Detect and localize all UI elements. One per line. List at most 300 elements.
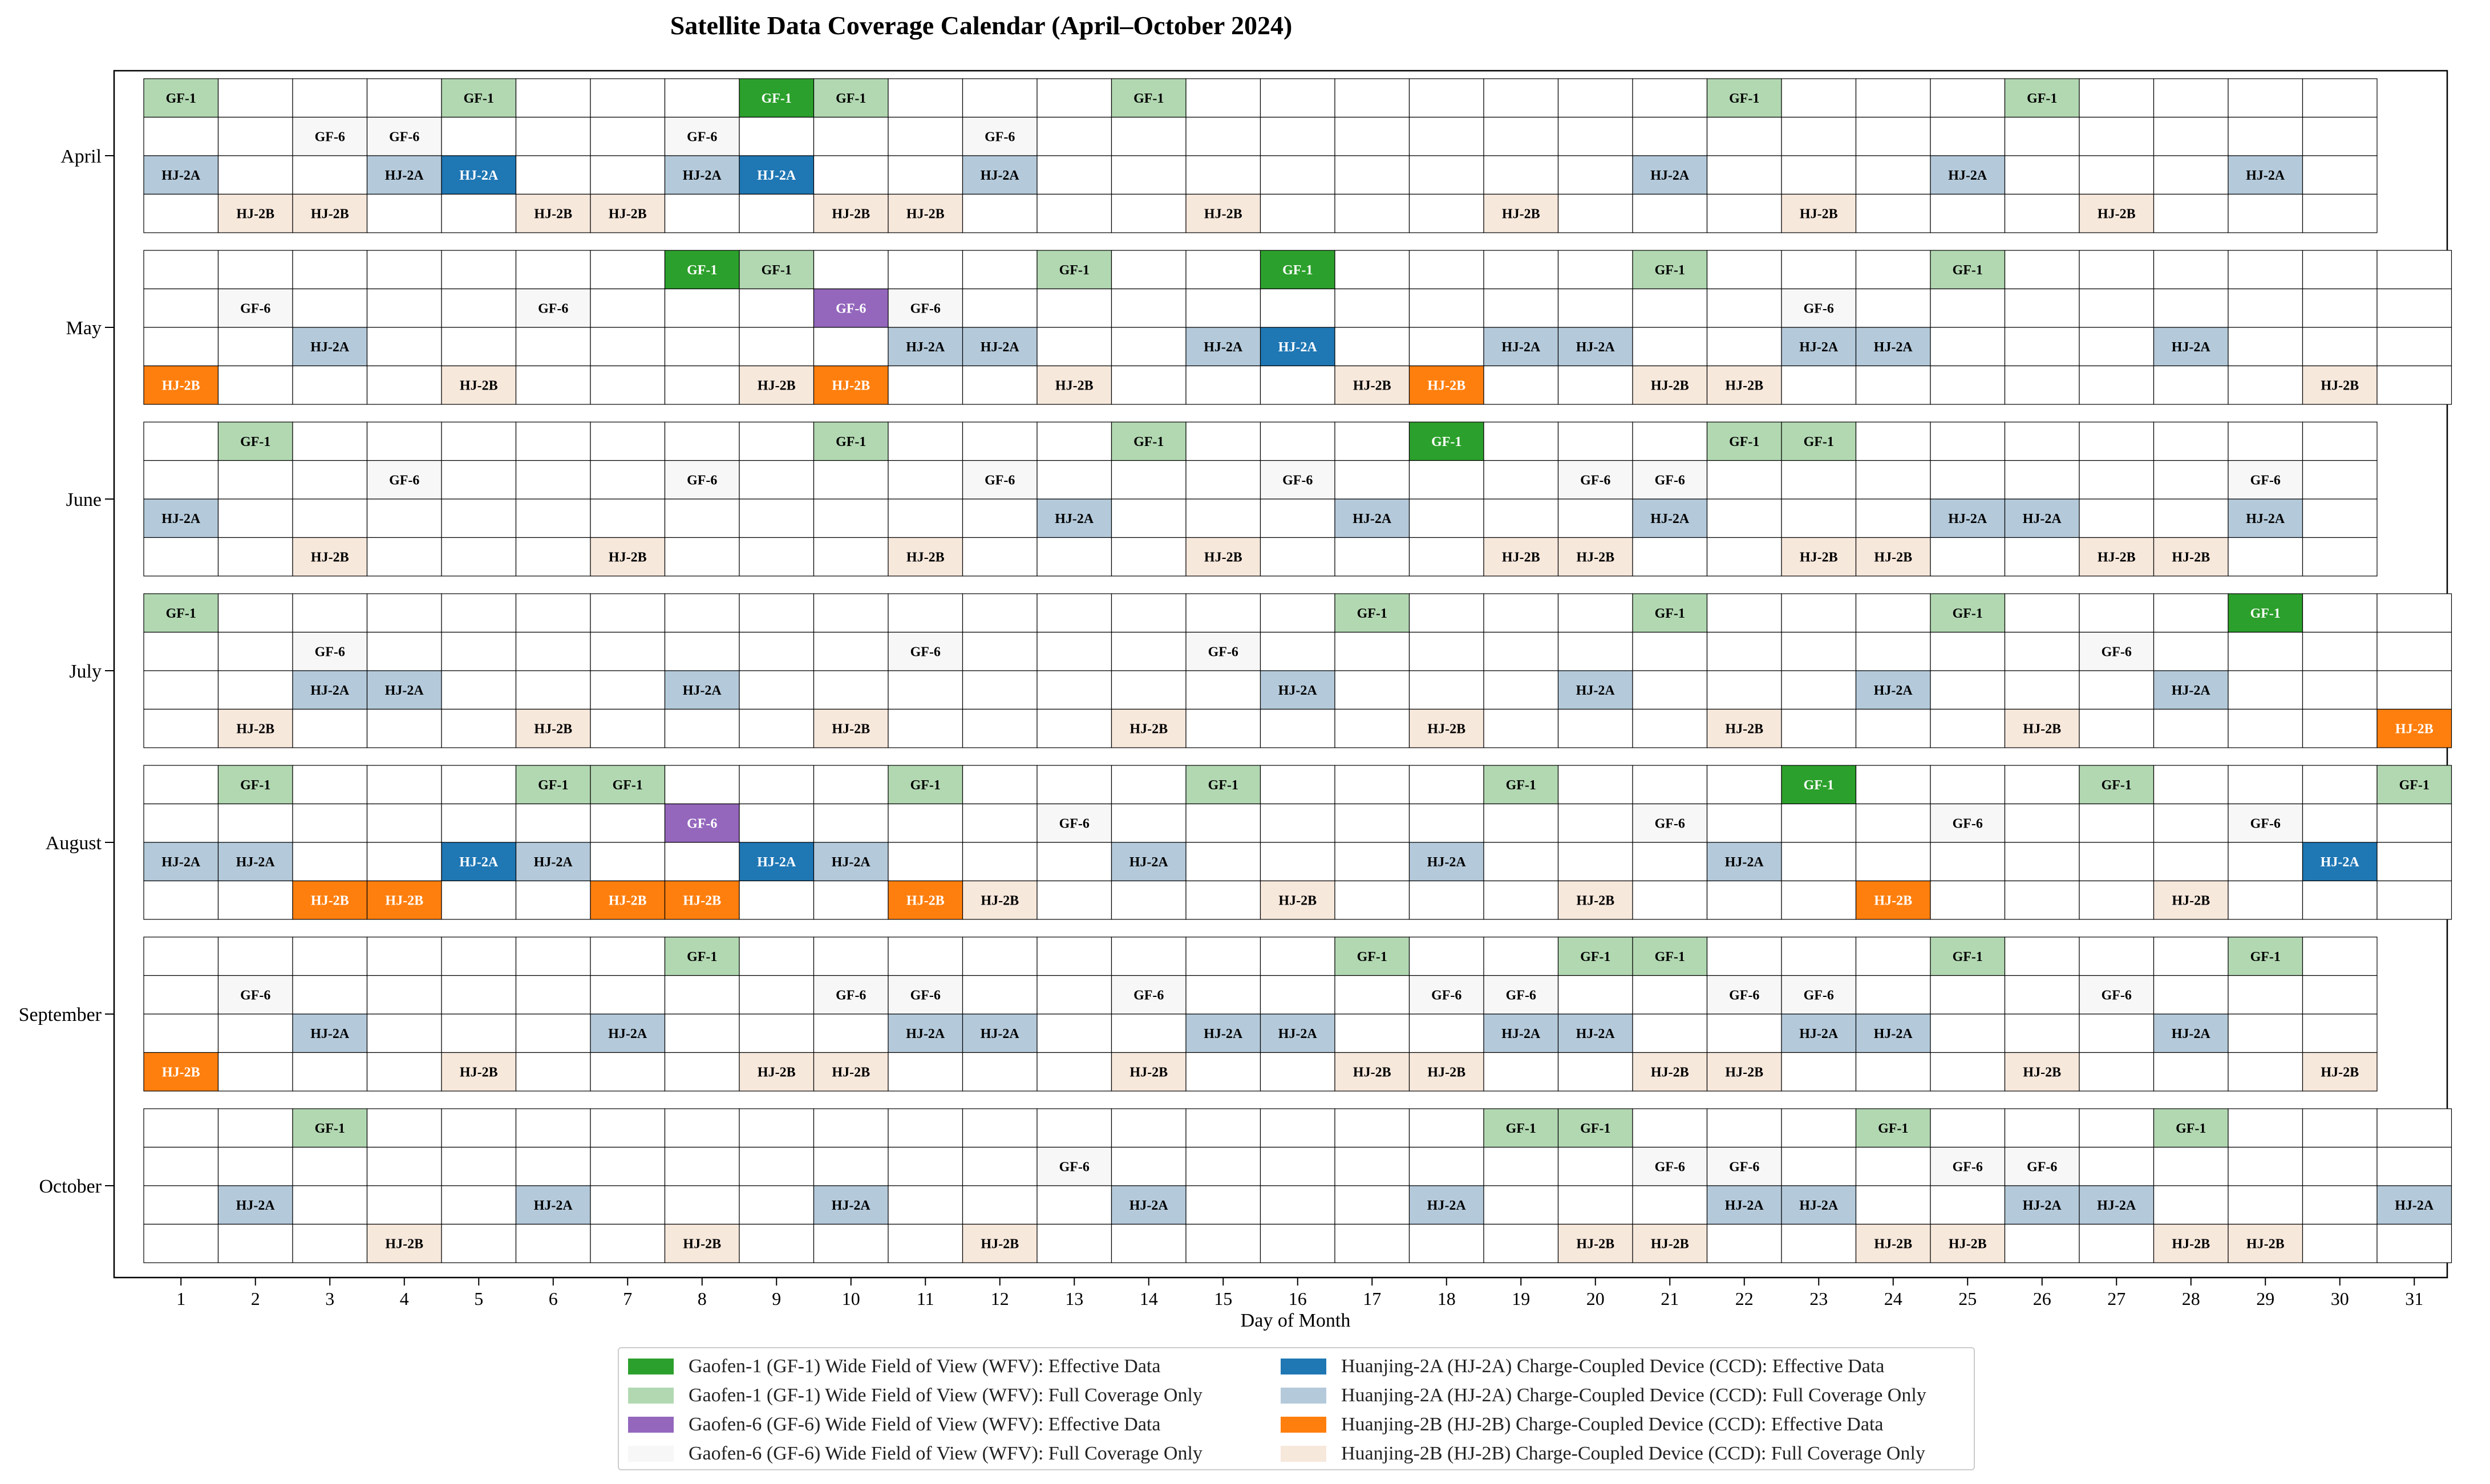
cell-august-gf-6-day-4	[367, 804, 442, 843]
cell-label-july-gf-1-day-1: GF-1	[165, 606, 196, 621]
cell-label-october-hj-2b-day-25: HJ-2B	[1948, 1236, 1987, 1252]
cell-october-gf-1-day-18	[1410, 1109, 1484, 1148]
cell-label-april-hj-2b-day-27: HJ-2B	[2097, 206, 2136, 222]
cell-june-hj-2a-day-3	[293, 499, 367, 538]
cell-september-hj-2a-day-1	[144, 1014, 218, 1053]
cell-july-gf-6-day-19	[1484, 632, 1558, 671]
cell-label-june-hj-2b-day-3: HJ-2B	[310, 550, 349, 565]
cell-april-gf-1-day-13	[1037, 79, 1112, 117]
cell-june-gf-6-day-17	[1335, 461, 1410, 500]
cell-may-hj-2a-day-1	[144, 327, 218, 366]
cell-september-gf-6-day-16	[1261, 976, 1335, 1015]
cell-label-august-hj-2a-day-5: HJ-2A	[459, 854, 499, 870]
cell-august-hj-2b-day-14	[1112, 881, 1187, 920]
cell-label-september-gf-6-day-10: GF-6	[836, 988, 867, 1003]
cell-may-hj-2a-day-9	[739, 327, 814, 366]
cell-august-gf-6-day-28	[2154, 804, 2229, 843]
cell-june-gf-6-day-26	[2005, 461, 2080, 500]
cell-label-april-gf-6-day-3: GF-6	[314, 129, 345, 145]
cell-june-hj-2a-day-30	[2303, 499, 2378, 538]
cell-may-gf-6-day-27	[2079, 289, 2154, 328]
cell-label-may-hj-2a-day-3: HJ-2A	[310, 339, 350, 355]
cell-label-april-hj-2b-day-7: HJ-2B	[608, 206, 647, 222]
cell-june-hj-2b-day-16	[1261, 538, 1335, 577]
cell-label-august-gf-6-day-8: GF-6	[687, 816, 718, 832]
cell-june-gf-1-day-24	[1856, 422, 1931, 461]
cell-september-hj-2a-day-10	[814, 1014, 889, 1053]
cell-label-october-hj-2b-day-24: HJ-2B	[1874, 1236, 1913, 1252]
cell-july-gf-6-day-5	[442, 632, 516, 671]
cell-october-gf-1-day-13	[1037, 1109, 1112, 1148]
cell-september-gf-1-day-24	[1856, 937, 1931, 976]
cell-august-gf-1-day-28	[2154, 765, 2229, 804]
cell-september-gf-6-day-30	[2303, 976, 2378, 1015]
cell-july-gf-6-day-22	[1707, 632, 1782, 671]
cell-label-june-hj-2b-day-7: HJ-2B	[608, 550, 647, 565]
cell-october-gf-1-day-2	[218, 1109, 293, 1148]
cell-september-hj-2a-day-9	[739, 1014, 814, 1053]
cell-may-hj-2b-day-23	[1782, 366, 1856, 405]
cell-july-hj-2b-day-15	[1186, 709, 1261, 748]
cell-july-gf-1-day-8	[665, 594, 740, 632]
cell-may-gf-1-day-2	[218, 250, 293, 289]
cell-label-june-gf-1-day-2: GF-1	[240, 434, 271, 449]
x-axis-label: Day of Month	[1240, 1310, 1351, 1331]
cell-april-hj-2a-day-30	[2303, 156, 2378, 194]
cell-may-gf-1-day-20	[1558, 250, 1633, 289]
cell-september-gf-1-day-30	[2303, 937, 2378, 976]
legend-item-7	[1281, 1413, 1884, 1436]
cell-label-september-hj-2a-day-23: HJ-2A	[1799, 1026, 1839, 1041]
x-tick-label-28: 28	[2181, 1288, 2200, 1309]
cell-august-hj-2b-day-17	[1335, 881, 1410, 920]
x-tick-label-31: 31	[2405, 1288, 2424, 1309]
cell-july-hj-2b-day-12	[963, 709, 1038, 748]
cell-july-hj-2b-day-8	[665, 709, 740, 748]
cell-september-gf-1-day-4	[367, 937, 442, 976]
cell-label-june-hj-2a-day-26: HJ-2A	[2022, 511, 2062, 526]
cell-september-hj-2b-day-29	[2228, 1053, 2303, 1092]
x-axis-ticks	[176, 1278, 2423, 1309]
cell-label-june-hj-2b-day-24: HJ-2B	[1874, 550, 1913, 565]
cell-august-hj-2a-day-24	[1856, 842, 1931, 881]
cell-label-august-gf-1-day-31: GF-1	[2399, 777, 2430, 793]
cell-june-hj-2b-day-4	[367, 538, 442, 577]
cell-june-hj-2b-day-10	[814, 538, 889, 577]
cell-label-may-hj-2b-day-10: HJ-2B	[832, 378, 871, 394]
cell-october-hj-2b-day-2	[218, 1224, 293, 1263]
cell-august-hj-2b-day-10	[814, 881, 889, 920]
cell-july-gf-6-day-18	[1410, 632, 1484, 671]
cell-label-june-gf-6-day-21: GF-6	[1654, 473, 1685, 488]
cell-june-gf-1-day-16	[1261, 422, 1335, 461]
cell-april-hj-2a-day-6	[516, 156, 591, 194]
cell-october-gf-1-day-23	[1782, 1109, 1856, 1148]
cell-june-hj-2a-day-20	[1558, 499, 1633, 538]
cell-april-gf-1-day-7	[590, 79, 665, 117]
cell-august-gf-1-day-26	[2005, 765, 2080, 804]
cell-label-may-gf-1-day-25: GF-1	[1952, 262, 1983, 278]
cell-july-hj-2b-day-21	[1633, 709, 1707, 748]
cell-label-may-hj-2b-day-21: HJ-2B	[1650, 378, 1689, 394]
cell-label-july-hj-2a-day-3: HJ-2A	[310, 683, 350, 698]
cell-june-hj-2a-day-28	[2154, 499, 2229, 538]
cell-may-gf-6-day-16	[1261, 289, 1335, 328]
cell-april-gf-6-day-20	[1558, 117, 1633, 156]
cell-april-gf-6-day-11	[888, 117, 963, 156]
cell-april-gf-6-day-28	[2154, 117, 2229, 156]
cell-april-hj-2b-day-20	[1558, 194, 1633, 233]
cell-june-hj-2a-day-12	[963, 499, 1038, 538]
cell-label-october-gf-6-day-22: GF-6	[1729, 1159, 1760, 1175]
cell-july-hj-2b-day-13	[1037, 709, 1112, 748]
cell-october-gf-1-day-11	[888, 1109, 963, 1148]
cell-october-gf-1-day-12	[963, 1109, 1038, 1148]
cell-june-gf-6-day-7	[590, 461, 665, 500]
cell-july-gf-1-day-12	[963, 594, 1038, 632]
cell-label-july-hj-2a-day-16: HJ-2A	[1278, 683, 1317, 698]
cell-label-september-gf-6-day-22: GF-6	[1729, 988, 1760, 1003]
cell-october-gf-6-day-28	[2154, 1148, 2229, 1186]
cell-august-gf-6-day-27	[2079, 804, 2154, 843]
cell-september-gf-1-day-16	[1261, 937, 1335, 976]
cell-july-gf-1-day-6	[516, 594, 591, 632]
cell-label-june-hj-2b-day-11: HJ-2B	[906, 550, 945, 565]
cell-august-hj-2b-day-15	[1186, 881, 1261, 920]
cell-label-august-hj-2b-day-20: HJ-2B	[1576, 893, 1615, 909]
cell-may-gf-6-day-1	[144, 289, 218, 328]
cell-october-gf-6-day-10	[814, 1148, 889, 1186]
cell-label-august-hj-2b-day-12: HJ-2B	[981, 893, 1019, 909]
cell-july-hj-2a-day-31	[2377, 671, 2452, 709]
cell-label-october-hj-2a-day-26: HJ-2A	[2022, 1198, 2062, 1213]
cell-may-hj-2b-day-20	[1558, 366, 1633, 405]
cell-june-gf-6-day-23	[1782, 461, 1856, 500]
cell-label-april-gf-1-day-5: GF-1	[463, 91, 494, 106]
cell-september-gf-6-day-17	[1335, 976, 1410, 1015]
cell-june-hj-2a-day-15	[1186, 499, 1261, 538]
cell-label-may-hj-2b-day-5: HJ-2B	[459, 378, 498, 394]
legend-item-8	[1281, 1442, 1925, 1465]
cell-august-gf-1-day-14	[1112, 765, 1187, 804]
cell-october-hj-2b-day-10	[814, 1224, 889, 1263]
cell-label-august-hj-2b-day-16: HJ-2B	[1278, 893, 1317, 909]
cell-label-september-hj-2b-day-21: HJ-2B	[1650, 1065, 1689, 1080]
cell-label-october-gf-6-day-21: GF-6	[1654, 1159, 1685, 1175]
cell-label-august-hj-2b-day-8: HJ-2B	[683, 893, 722, 909]
cell-may-gf-1-day-28	[2154, 250, 2229, 289]
cell-october-hj-2a-day-8	[665, 1186, 740, 1224]
cell-april-gf-1-day-6	[516, 79, 591, 117]
cell-may-hj-2a-day-30	[2303, 327, 2378, 366]
x-tick-label-20: 20	[1586, 1288, 1605, 1309]
cell-april-gf-6-day-7	[590, 117, 665, 156]
cell-label-may-hj-2b-day-30: HJ-2B	[2321, 378, 2359, 394]
cell-august-gf-1-day-9	[739, 765, 814, 804]
cell-october-gf-6-day-27	[2079, 1148, 2154, 1186]
cell-september-gf-1-day-22	[1707, 937, 1782, 976]
cell-label-october-gf-1-day-3: GF-1	[314, 1121, 345, 1136]
cell-april-gf-1-day-16	[1261, 79, 1335, 117]
cell-august-hj-2b-day-21	[1633, 881, 1707, 920]
cell-october-hj-2b-day-13	[1037, 1224, 1112, 1263]
cell-april-hj-2b-day-18	[1410, 194, 1484, 233]
legend-label-5: Huanjing-2A (HJ-2A) Charge-Coupled Device (CCD): Effective Data	[1341, 1356, 1885, 1377]
cell-october-gf-1-day-22	[1707, 1109, 1782, 1148]
cell-october-hj-2b-day-3	[293, 1224, 367, 1263]
cell-october-gf-1-day-27	[2079, 1109, 2154, 1148]
x-tick-label-18: 18	[1437, 1288, 1456, 1309]
cell-label-october-hj-2a-day-18: HJ-2A	[1427, 1198, 1466, 1213]
cell-may-gf-1-day-1	[144, 250, 218, 289]
legend-label-2: Gaofen-1 (GF-1) Wide Field of View (WFV): Full Coverage Only	[689, 1385, 1203, 1406]
cell-july-gf-1-day-5	[442, 594, 516, 632]
cell-september-hj-2b-day-13	[1037, 1053, 1112, 1092]
cell-september-gf-1-day-26	[2005, 937, 2080, 976]
cell-october-hj-2b-day-31	[2377, 1224, 2452, 1263]
cell-april-gf-1-day-25	[1930, 79, 2005, 117]
cell-july-hj-2b-day-30	[2303, 709, 2378, 748]
cell-label-july-gf-1-day-21: GF-1	[1654, 606, 1685, 621]
cell-may-hj-2a-day-2	[218, 327, 293, 366]
legend-item-6	[1281, 1384, 1926, 1407]
cell-october-gf-1-day-21	[1633, 1109, 1707, 1148]
cell-august-hj-2a-day-16	[1261, 842, 1335, 881]
cell-may-hj-2b-day-14	[1112, 366, 1187, 405]
cell-july-hj-2a-day-21	[1633, 671, 1707, 709]
cell-label-may-hj-2a-day-11: HJ-2A	[906, 339, 945, 355]
cell-october-gf-1-day-10	[814, 1109, 889, 1148]
cell-label-july-hj-2b-day-6: HJ-2B	[534, 721, 573, 737]
cell-april-gf-1-day-23	[1782, 79, 1856, 117]
cell-may-gf-6-day-29	[2228, 289, 2303, 328]
cell-july-hj-2b-day-20	[1558, 709, 1633, 748]
cell-label-may-hj-2a-day-15: HJ-2A	[1204, 339, 1243, 355]
cell-september-gf-6-day-20	[1558, 976, 1633, 1015]
cell-label-april-gf-6-day-8: GF-6	[687, 129, 718, 145]
cell-june-hj-2a-day-16	[1261, 499, 1335, 538]
cell-may-gf-1-day-19	[1484, 250, 1558, 289]
cell-label-july-hj-2a-day-4: HJ-2A	[384, 683, 424, 698]
cell-label-april-hj-2a-day-1: HJ-2A	[161, 168, 201, 183]
cell-april-hj-2a-day-17	[1335, 156, 1410, 194]
cell-label-july-gf-1-day-29: GF-1	[2250, 606, 2281, 621]
cell-september-hj-2a-day-14	[1112, 1014, 1187, 1053]
cell-october-gf-6-day-11	[888, 1148, 963, 1186]
cell-july-hj-2a-day-14	[1112, 671, 1187, 709]
cell-label-may-gf-1-day-8: GF-1	[687, 262, 718, 278]
cell-label-may-hj-2b-day-9: HJ-2B	[757, 378, 796, 394]
cell-august-gf-6-day-30	[2303, 804, 2378, 843]
cell-may-hj-2b-day-26	[2005, 366, 2080, 405]
cell-label-august-hj-2a-day-2: HJ-2A	[236, 854, 275, 870]
cell-june-hj-2a-day-23	[1782, 499, 1856, 538]
cell-label-september-gf-6-day-19: GF-6	[1505, 988, 1536, 1003]
cell-label-july-hj-2b-day-22: HJ-2B	[1725, 721, 1764, 737]
cell-august-gf-1-day-24	[1856, 765, 1931, 804]
cell-may-hj-2a-day-8	[665, 327, 740, 366]
cell-september-gf-6-day-12	[963, 976, 1038, 1015]
cell-august-hj-2a-day-11	[888, 842, 963, 881]
cell-label-august-hj-2b-day-4: HJ-2B	[385, 893, 424, 909]
cell-label-july-hj-2b-day-18: HJ-2B	[1427, 721, 1466, 737]
cell-july-gf-6-day-26	[2005, 632, 2080, 671]
x-tick-label-12: 12	[990, 1288, 1009, 1309]
x-tick-label-8: 8	[697, 1288, 707, 1309]
cell-label-april-gf-1-day-26: GF-1	[2027, 91, 2058, 106]
cell-june-hj-2b-day-1	[144, 538, 218, 577]
cell-april-gf-1-day-17	[1335, 79, 1410, 117]
x-tick-label-13: 13	[1065, 1288, 1084, 1309]
cell-august-gf-6-day-26	[2005, 804, 2080, 843]
cell-label-april-hj-2a-day-5: HJ-2A	[459, 168, 499, 183]
cell-label-may-hj-2a-day-23: HJ-2A	[1799, 339, 1839, 355]
cell-august-gf-6-day-7	[590, 804, 665, 843]
cell-september-gf-6-day-15	[1186, 976, 1261, 1015]
cell-april-hj-2b-day-12	[963, 194, 1038, 233]
cell-april-gf-1-day-15	[1186, 79, 1261, 117]
cell-october-gf-6-day-4	[367, 1148, 442, 1186]
cell-label-october-hj-2a-day-10: HJ-2A	[831, 1198, 871, 1213]
cell-label-june-hj-2b-day-15: HJ-2B	[1204, 550, 1242, 565]
cell-may-hj-2b-day-12	[963, 366, 1038, 405]
cell-october-hj-2a-day-1	[144, 1186, 218, 1224]
cell-may-gf-6-day-12	[963, 289, 1038, 328]
cell-october-hj-2a-day-19	[1484, 1186, 1558, 1224]
cell-may-gf-1-day-24	[1856, 250, 1931, 289]
cell-october-gf-6-day-18	[1410, 1148, 1484, 1186]
cell-september-hj-2a-day-27	[2079, 1014, 2154, 1053]
month-label-october: October	[39, 1176, 102, 1197]
cell-april-gf-6-day-26	[2005, 117, 2080, 156]
cell-july-gf-1-day-30	[2303, 594, 2378, 632]
cell-april-hj-2b-day-13	[1037, 194, 1112, 233]
legend-item-1	[628, 1355, 1160, 1378]
cell-august-hj-2b-day-5	[442, 881, 516, 920]
cell-october-hj-2b-day-27	[2079, 1224, 2154, 1263]
cell-april-gf-6-day-25	[1930, 117, 2005, 156]
legend-label-7: Huanjing-2B (HJ-2B) Charge-Coupled Device (CCD): Effective Data	[1341, 1414, 1884, 1435]
cell-july-hj-2a-day-26	[2005, 671, 2080, 709]
cell-july-gf-1-day-9	[739, 594, 814, 632]
cell-june-hj-2b-day-6	[516, 538, 591, 577]
cell-october-gf-6-day-24	[1856, 1148, 1931, 1186]
cell-august-gf-1-day-16	[1261, 765, 1335, 804]
cell-may-gf-1-day-6	[516, 250, 591, 289]
cell-october-gf-1-day-7	[590, 1109, 665, 1148]
cell-august-hj-2a-day-20	[1558, 842, 1633, 881]
cell-july-hj-2a-day-25	[1930, 671, 2005, 709]
cell-april-gf-1-day-30	[2303, 79, 2378, 117]
cell-july-hj-2b-day-4	[367, 709, 442, 748]
cell-april-gf-1-day-8	[665, 79, 740, 117]
cell-label-july-gf-6-day-27: GF-6	[2101, 644, 2132, 660]
cell-september-gf-1-day-18	[1410, 937, 1484, 976]
cell-label-september-hj-2b-day-22: HJ-2B	[1725, 1065, 1764, 1080]
cell-june-hj-2a-day-5	[442, 499, 516, 538]
cell-october-gf-6-day-15	[1186, 1148, 1261, 1186]
cell-september-gf-1-day-12	[963, 937, 1038, 976]
cell-may-hj-2b-day-6	[516, 366, 591, 405]
cell-april-gf-6-day-21	[1633, 117, 1707, 156]
cell-june-gf-6-day-13	[1037, 461, 1112, 500]
legend-swatch-6	[1281, 1388, 1326, 1404]
x-tick-label-26: 26	[2033, 1288, 2051, 1309]
cell-april-gf-6-day-30	[2303, 117, 2378, 156]
cell-label-july-hj-2a-day-28: HJ-2A	[2171, 683, 2210, 698]
cell-june-gf-1-day-28	[2154, 422, 2229, 461]
cell-june-gf-1-day-15	[1186, 422, 1261, 461]
cell-september-gf-1-day-9	[739, 937, 814, 976]
legend-label-3: Gaofen-6 (GF-6) Wide Field of View (WFV): Effective Data	[689, 1414, 1161, 1435]
cell-october-hj-2b-day-17	[1335, 1224, 1410, 1263]
cell-label-june-gf-1-day-14: GF-1	[1133, 434, 1164, 449]
cell-may-gf-1-day-26	[2005, 250, 2080, 289]
cell-may-hj-2a-day-22	[1707, 327, 1782, 366]
cell-july-gf-1-day-23	[1782, 594, 1856, 632]
month-label-july: July	[69, 661, 102, 682]
cell-april-gf-6-day-1	[144, 117, 218, 156]
cell-label-september-gf-6-day-23: GF-6	[1803, 988, 1834, 1003]
cell-september-hj-2a-day-13	[1037, 1014, 1112, 1053]
cell-july-hj-2b-day-28	[2154, 709, 2229, 748]
cell-june-hj-2b-day-12	[963, 538, 1038, 577]
cell-july-hj-2a-day-15	[1186, 671, 1261, 709]
cell-april-gf-1-day-2	[218, 79, 293, 117]
cell-july-hj-2a-day-11	[888, 671, 963, 709]
cell-october-gf-1-day-9	[739, 1109, 814, 1148]
chart-legend	[618, 1347, 1975, 1470]
cell-july-gf-1-day-3	[293, 594, 367, 632]
cell-label-june-hj-2a-day-21: HJ-2A	[1650, 511, 1690, 526]
cell-label-october-gf-6-day-13: GF-6	[1059, 1159, 1090, 1175]
cell-april-gf-6-day-29	[2228, 117, 2303, 156]
cell-june-gf-6-day-10	[814, 461, 889, 500]
x-tick-label-5: 5	[474, 1288, 484, 1309]
legend-swatch-2	[628, 1388, 674, 1404]
cell-label-september-hj-2b-day-14: HJ-2B	[1129, 1065, 1168, 1080]
cell-label-june-gf-6-day-16: GF-6	[1282, 473, 1313, 488]
cell-october-gf-6-day-31	[2377, 1148, 2452, 1186]
cell-july-hj-2a-day-22	[1707, 671, 1782, 709]
cell-may-gf-6-day-15	[1186, 289, 1261, 328]
cell-august-hj-2b-day-2	[218, 881, 293, 920]
cell-june-hj-2a-day-4	[367, 499, 442, 538]
cell-june-gf-1-day-13	[1037, 422, 1112, 461]
cell-label-october-hj-2a-day-14: HJ-2A	[1129, 1198, 1168, 1213]
cell-september-gf-1-day-10	[814, 937, 889, 976]
cell-label-july-hj-2a-day-24: HJ-2A	[1873, 683, 1913, 698]
cell-june-gf-1-day-1	[144, 422, 218, 461]
cell-september-gf-1-day-2	[218, 937, 293, 976]
cell-label-june-hj-2a-day-13: HJ-2A	[1055, 511, 1094, 526]
cell-july-gf-6-day-24	[1856, 632, 1931, 671]
cell-label-august-gf-1-day-23: GF-1	[1803, 777, 1834, 793]
cell-april-hj-2a-day-20	[1558, 156, 1633, 194]
cell-label-june-hj-2a-day-29: HJ-2A	[2246, 511, 2285, 526]
cell-june-hj-2b-day-21	[1633, 538, 1707, 577]
cell-october-hj-2a-day-25	[1930, 1186, 2005, 1224]
cell-october-gf-1-day-25	[1930, 1109, 2005, 1148]
cell-may-hj-2b-day-16	[1261, 366, 1335, 405]
cell-label-may-hj-2b-day-18: HJ-2B	[1427, 378, 1466, 394]
cell-july-hj-2a-day-5	[442, 671, 516, 709]
cell-october-gf-6-day-19	[1484, 1148, 1558, 1186]
cell-july-gf-6-day-9	[739, 632, 814, 671]
cell-october-gf-1-day-6	[516, 1109, 591, 1148]
cell-june-gf-6-day-22	[1707, 461, 1782, 500]
cell-label-october-gf-1-day-19: GF-1	[1505, 1121, 1536, 1136]
